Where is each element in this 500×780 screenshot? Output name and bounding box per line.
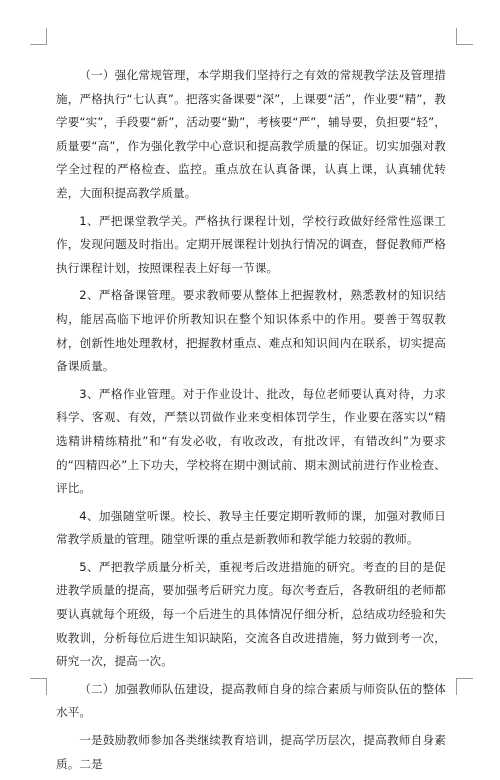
paragraph-classroom-teaching: 1、严把课堂教学关。严格执行课程计划，学校行政做好经常性巡课工作，发现问题及时指出。定期开展课程计划执行情况的调查，督促教师严格执行课程计划，按照课程表上好每一节课。 — [56, 213, 446, 275]
crop-mark-bottom-right — [456, 678, 473, 695]
crop-mark-bottom-left — [30, 678, 47, 695]
paragraph-quality-analysis: 5、严把教学质量分析关，重视考后改进措施的研究。考查的目的是促进教学质量的提高，要加强考后研究力度。每次考查后，各教研组的老师都要认真就每个班级，每一个后进生的具体情况仔细分析，总结成功经验和失败教训，分析每位后进生知识缺陷，交流各自改进措施，努力做到考一次，研究一次，提高一次。 — [56, 559, 446, 669]
paragraph-class-observation: 4、加强随堂听课。校长、教导主任要定期听教师的课，加强对教师日常教学质量的管理。随堂听课的重点是新教师和教学能力较弱的教师。 — [56, 508, 446, 547]
crop-mark-top-right — [456, 28, 473, 45]
paragraph-homework-management: 3、严格作业管理。对于作业设计、批改，每位老师要认真对待，力求科学、客观、有效，严禁以罚做作业来变相体罚学生，作业要在落实以“精选精讲精练精批”和“有发必收，有收改改，有批改评，有错改纠”为要求的“四精四必”上下功夫，学校将在期中测试前、期末测试前进行作业检查、评比。 — [56, 386, 446, 496]
paragraph-lesson-preparation: 2、严格备课管理。要求教师要从整体上把握教材，熟悉教材的知识结构，能居高临下地评价所教知识在整个知识体系中的作用。要善于驾驭教材，创新性地处理教材，把握教材重点、难点和知识间内在联系，切实提高备课质量。 — [56, 288, 446, 374]
paragraph-teacher-team-building: （二）加强教师队伍建设，提高教师自身的综合素质与师资队伍的整体水平。 — [56, 681, 446, 720]
paragraph-continuing-education: 一是鼓励教师参加各类继续教育培训，提高学历层次，提高教师自身素质。二是 — [56, 733, 446, 771]
paragraph-routine-management: （一）强化常规管理，本学期我们坚持行之有效的常规教学法及管理措施，严格执行“七认真”。把落实备课要“深”，上课要“活”，作业要“精”，教学要“实”，手段要“新”，活动要“勤”，考核要“严”，辅导要，负担要“轻”，质量要“高”，作为强化教学中心意识和提高教学质量的保证。切实加强对教学全过程的严格检查、监控。重点放在认真备课，认真上课，认真辅优转差，大面积提高教学质量。 — [56, 68, 446, 200]
document-body — [56, 64, 446, 780]
crop-mark-top-left — [30, 28, 47, 45]
